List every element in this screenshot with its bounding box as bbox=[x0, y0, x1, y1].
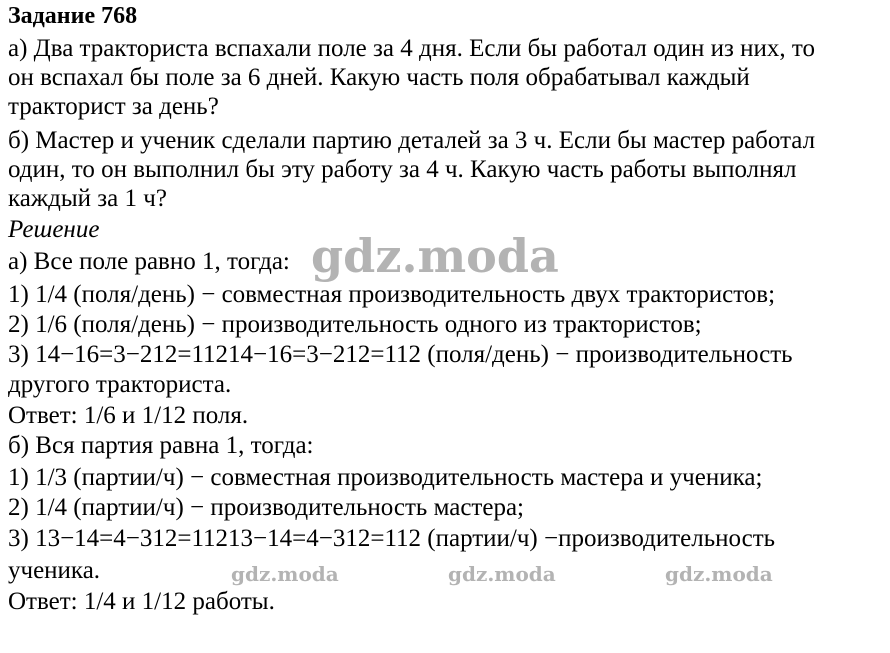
task-title: Задание 768 bbox=[8, 3, 138, 29]
task-b-line-2: один, то он выполнил бы эту работу за 4 ч. Какую часть работы выполнял bbox=[8, 156, 797, 183]
solution-a-line-3: 2) 1/6 (поля/день) − производительность одного из трактористов; bbox=[8, 311, 702, 338]
solution-b-line-3: 2) 1/4 (партии/ч) − производительность мастера; bbox=[8, 494, 524, 521]
watermark-small-3: gdz.moda bbox=[665, 562, 773, 586]
watermark-large: gdz.moda bbox=[311, 229, 559, 283]
solution-a-line-1: а) Все поле равно 1, тогда: bbox=[8, 248, 290, 275]
watermark-small-1: gdz.moda bbox=[231, 562, 339, 586]
solution-b-line-4: 3) 13−14=4−312=11213−14=4−312=112 (партии/ч) −производительность bbox=[8, 525, 776, 552]
task-b-line-3: каждый за 1 ч? bbox=[8, 185, 167, 212]
task-a-line-2: он вспахал бы поле за 6 дней. Какую часть поля обрабатывал каждый bbox=[8, 64, 750, 91]
solution-b-line-1: б) Вся партия равна 1, тогда: bbox=[8, 432, 314, 459]
solution-b-answer: Ответ: 1/4 и 1/12 работы. bbox=[8, 588, 275, 615]
solution-a-line-2: 1) 1/4 (поля/день) − совместная производительность двух трактористов; bbox=[8, 281, 776, 308]
watermark-small-2: gdz.moda bbox=[448, 562, 556, 586]
solution-a-answer: Ответ: 1/6 и 1/12 поля. bbox=[8, 402, 249, 429]
solution-heading: Решение bbox=[8, 216, 100, 243]
solution-a-line-5: другого тракториста. bbox=[8, 371, 232, 398]
solution-b-line-2: 1) 1/3 (партии/ч) − совместная производительность мастера и ученика; bbox=[8, 464, 763, 491]
task-a-line-3: тракторист за день? bbox=[8, 93, 219, 120]
task-a-line-1: а) Два тракториста вспахали поле за 4 дня. Если бы работал один из них, то bbox=[8, 35, 815, 62]
solution-b-line-5: ученика. bbox=[8, 557, 101, 584]
task-b-line-1: б) Мастер и ученик сделали партию деталей за 3 ч. Если бы мастер работал bbox=[8, 127, 816, 154]
solution-a-line-4: 3) 14−16=3−212=11214−16=3−212=112 (поля/день) − производительность bbox=[8, 341, 793, 368]
